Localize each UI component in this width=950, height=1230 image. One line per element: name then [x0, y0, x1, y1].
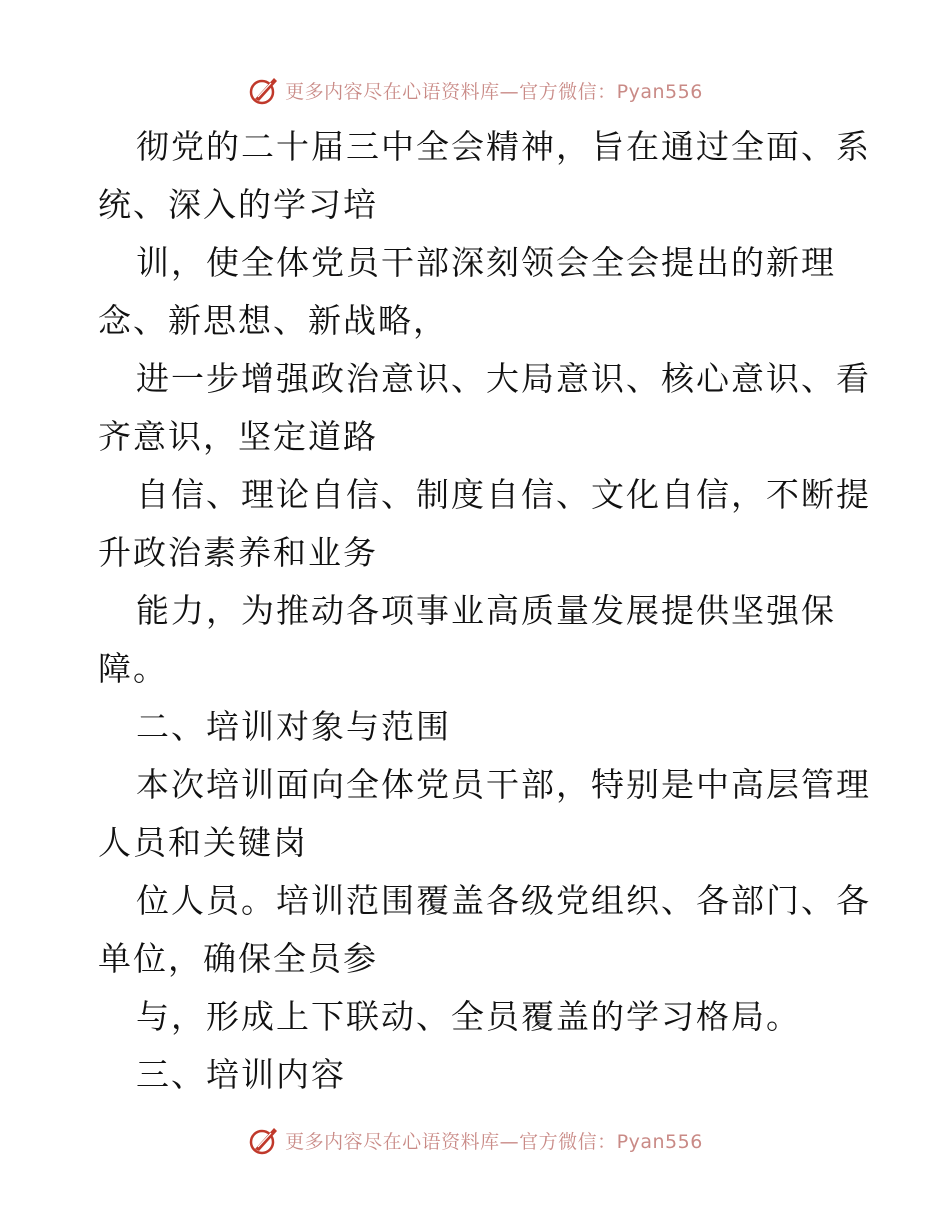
- text-line: 齐意识，坚定道路: [98, 417, 378, 456]
- text-line: 念、新思想、新战略，: [98, 301, 448, 340]
- text-line: 训，使全体党员干部深刻领会全会提出的新理: [136, 243, 836, 282]
- watermark-text: 更多内容尽在心语资料库—官方微信：Pyan556: [285, 80, 703, 103]
- text-line: 单位，确保全员参: [98, 939, 378, 978]
- text-line: 升政治素养和业务: [98, 533, 378, 572]
- document-body: [98, 118, 871, 1104]
- text-line: 统、深入的学习培: [98, 185, 378, 224]
- text-line: 本次培训面向全体党员干部，特别是中高层管理: [136, 765, 871, 804]
- text-line: 位人员。培训范围覆盖各级党组织、各部门、各: [136, 881, 871, 920]
- text-line: 彻党的二十届三中全会精神，旨在通过全面、系: [136, 127, 871, 166]
- quill-pen-icon: [247, 73, 281, 107]
- section-heading: 二、培训对象与范围: [136, 707, 451, 746]
- section-heading: 三、培训内容: [136, 1055, 346, 1094]
- text-line: 与，形成上下联动、全员覆盖的学习格局。: [136, 997, 801, 1036]
- watermark-footer: [0, 1120, 950, 1160]
- text-line: 障。: [98, 649, 168, 688]
- text-line: 进一步增强政治意识、大局意识、核心意识、看: [136, 359, 871, 398]
- text-line: 人员和关键岗: [98, 823, 308, 862]
- watermark-header: [0, 70, 950, 110]
- text-line: 能力，为推动各项事业高质量发展提供坚强保: [136, 591, 836, 630]
- text-line: 自信、理论自信、制度自信、文化自信，不断提: [136, 475, 871, 514]
- watermark-text: 更多内容尽在心语资料库—官方微信：Pyan556: [285, 1130, 703, 1153]
- quill-pen-icon: [247, 1123, 281, 1157]
